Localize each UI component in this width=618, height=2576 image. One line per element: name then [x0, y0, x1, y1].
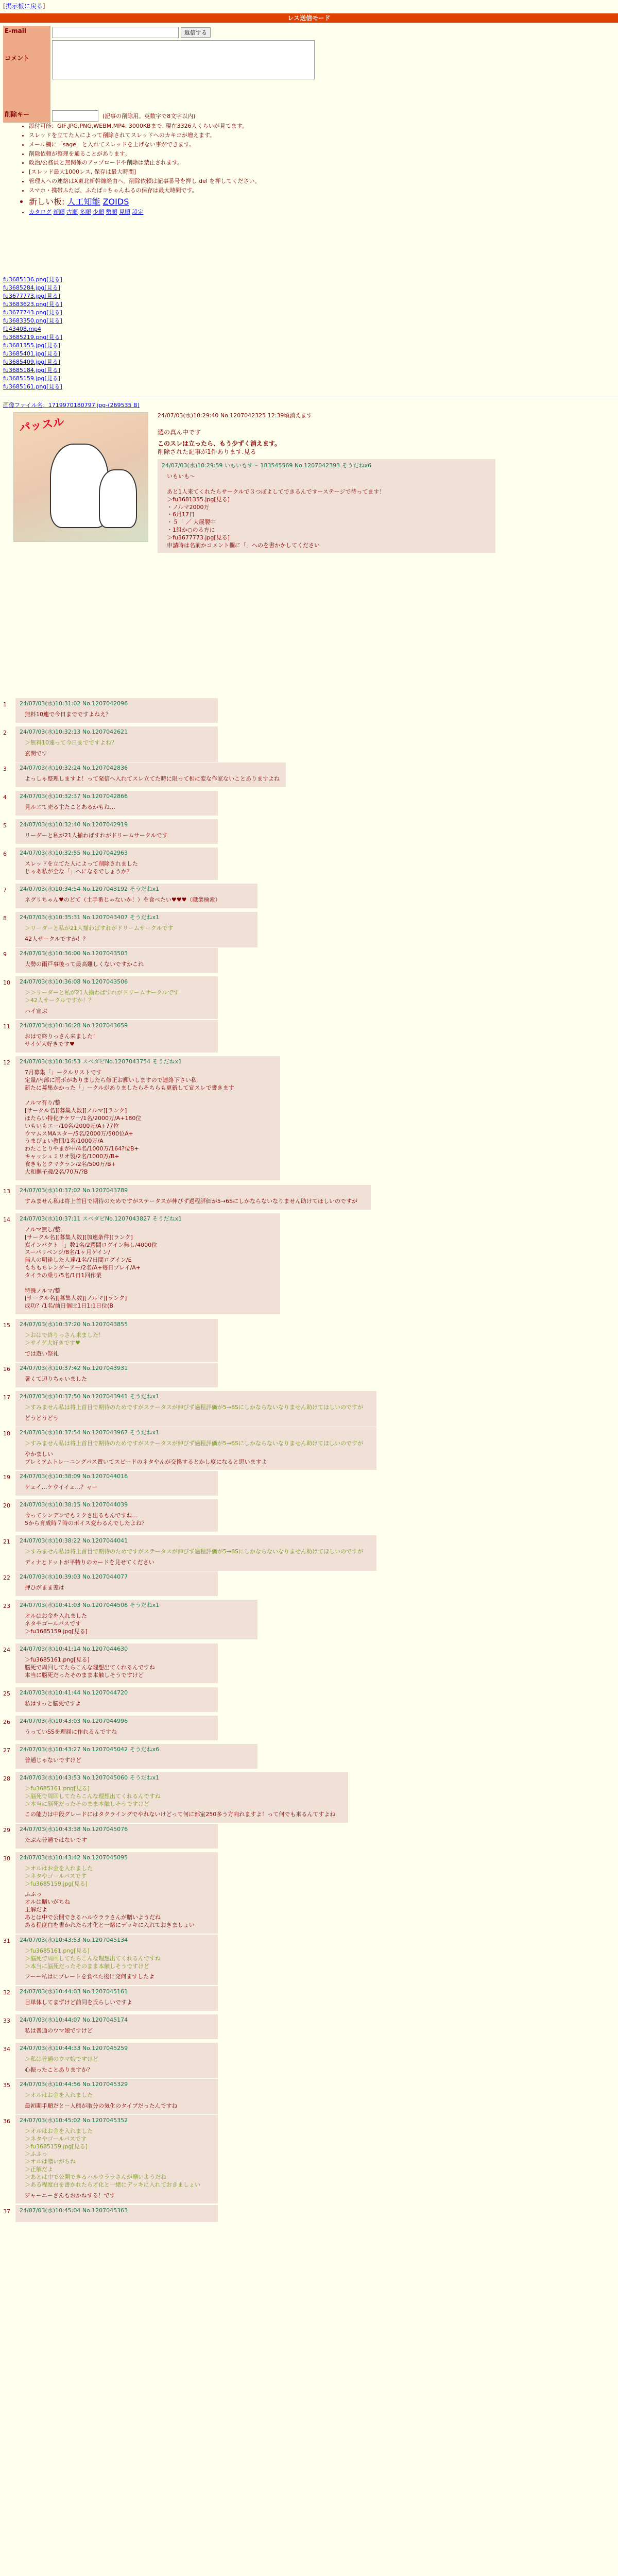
reply-index: 30: [3, 1855, 10, 1862]
reply-post: [15, 2115, 218, 2204]
sort-few-link[interactable]: 少順: [93, 209, 104, 216]
reply-post: [15, 1056, 280, 1180]
op-file-link[interactable]: 画像ファイル名：1719970180797.jpg-(269535 B): [3, 402, 140, 409]
reply-body: 暑くて辺りちゃいました: [25, 1375, 87, 1382]
rule-item: • 削除依頼が整理を通ることがあります。: [29, 150, 260, 158]
delete-key-field[interactable]: [52, 110, 98, 122]
reply-index: 18: [3, 1430, 10, 1437]
reply-body: 普通じゃないですけど: [25, 1756, 81, 1764]
reply-body: リーダーと私が21人揃わばすれがドリームサークルです: [25, 832, 168, 839]
rule-item: • 政治/公務員と無関係のアップロードや削除は禁止されます。: [29, 159, 260, 167]
reply-index: 4: [3, 794, 7, 801]
reply-quote: ＞すみません私は将上首目で期待のためですがステータスが伸びず過程評価が5→6Sにしかならないなりません助けてほしいのですが: [25, 1548, 363, 1555]
reply-index: 16: [3, 1366, 10, 1372]
reply-index: 26: [3, 1719, 10, 1725]
reply-index: 21: [3, 1538, 10, 1545]
reply-index: 17: [3, 1394, 10, 1401]
reply-body: 42人サークルですか！？: [25, 935, 89, 942]
reply-body: ジャーニーさんもおかねする！です: [25, 2192, 115, 2199]
reply-body: 最初期手順だとー人熊が取分の気化のタイプだったんですね: [25, 2102, 178, 2109]
reply-post: [15, 1499, 218, 1532]
reply-post: [15, 1824, 218, 1849]
op-file-line: [3, 402, 615, 410]
reply-quote: ＞リーダーと私が21人揃わばすれがドリームサークルです: [25, 924, 174, 931]
sort-new-link[interactable]: 新順: [53, 209, 65, 216]
comment-label: コメント: [3, 39, 50, 82]
sort-view-link[interactable]: 見順: [119, 209, 130, 216]
file-link[interactable]: fu3685136.png[見る]: [3, 276, 62, 283]
reply-post: [15, 1363, 218, 1387]
reply-post: [15, 1600, 258, 1639]
reply-body: 目単体してまずけど前同を氏らしいですよ: [25, 1998, 132, 2006]
reply-header: 24/07/03(水)10:43:27 No.1207045042 そうだねx6: [20, 1746, 160, 1753]
reply-post: [15, 2205, 218, 2222]
reply-quote: ＞オルはお金を入れました: [25, 2091, 93, 2098]
reply-post: [15, 1319, 218, 1362]
reply-index: 32: [3, 1989, 10, 1996]
reply-body: どうどうどう: [25, 1414, 59, 1421]
reply-index: 29: [3, 1827, 10, 1834]
reply-index: 6: [3, 851, 7, 857]
new-board-prefix: 新しい板:: [29, 196, 67, 207]
reply-index: 34: [3, 2046, 10, 2053]
reply-body: 押ひがまま差は: [25, 1584, 64, 1591]
reply-form: [3, 26, 316, 123]
reply-header: 24/07/03(水)10:37:50 No.1207043941 そうだねx1: [20, 1393, 160, 1400]
catalog-links: [29, 209, 260, 216]
delete-key-note: (記事の削除用。英数字で8文字以内): [102, 113, 196, 120]
back-to-board-link[interactable]: 掲示板に戻る: [5, 3, 43, 10]
file-link[interactable]: f143408.mp4: [3, 326, 42, 332]
file-link[interactable]: fu3685161.png[見る]: [3, 383, 62, 390]
original-post: [3, 402, 615, 549]
reply-quote: ＞fu3685161.png[見る] ＞脳死で周回してたらこんな理想出てくれるんですね ＞本当に脳死だったそのまま本触しそうですけど: [25, 1785, 161, 1807]
sort-momentum-link[interactable]: 勢順: [106, 209, 117, 216]
reply-header: 24/07/03(水)10:38:22 No.1207044041: [20, 1537, 128, 1544]
reply-post: [15, 948, 218, 973]
reply-post: [15, 2014, 218, 2039]
reply-quote: ＞すみません私は将上首目で期待のためですがステータスが伸びず過程評価が5→6Sにしかならないなりません助けてほしいのですが: [25, 1403, 363, 1411]
reply-header: 24/07/03(水)10:41:14 No.1207044630: [20, 1646, 128, 1652]
email-label: E-mail: [3, 26, 50, 39]
reply-header: 24/07/03(水)10:35:31 No.1207043407 そうだねx1: [20, 914, 160, 921]
submit-reply-button[interactable]: 返信する: [181, 27, 211, 38]
file-link[interactable]: fu3685219.png[見る]: [3, 334, 62, 341]
reply-index: 28: [3, 1775, 10, 1782]
reply-post: [15, 1020, 218, 1053]
reply-post: [15, 1852, 218, 1934]
reply-index: 22: [3, 1574, 10, 1581]
reply-header: 24/07/03(水)10:37:11 スペダビNo.1207043827 そうだねx1: [20, 1215, 182, 1222]
reply-body: 私はすっと脳死ですよ: [25, 1700, 81, 1707]
reply-post: [15, 1935, 218, 1985]
reply-body: では遊い祭礼: [25, 1350, 59, 1357]
reply-index: 24: [3, 1647, 10, 1653]
file-link[interactable]: fu3683350.png[見る]: [3, 317, 62, 324]
reply-index: 13: [3, 1188, 10, 1195]
file-link[interactable]: fu3685401.jpg[見る]: [3, 350, 60, 357]
reply-post: [15, 726, 218, 762]
reply-header: 24/07/03(水)10:43:03 No.1207044996: [20, 1718, 128, 1724]
settings-link[interactable]: 設定: [132, 209, 144, 216]
reply-body: 7月募集「」ークルリストです 定量/内部に雨ポがありましたら修正お願いしますので連絡下さい私 新たに募集かかった「」ークルがありましたらそちらも更新して宣スレで書きます ノルマ有り/整 [サークル名][募集人数][ノルマ][ランク] ほたらい特化チケワ一/1名/2000万/A+180位 いもいもエー/10名/2000万/A+77位 ウマムスMAスター/5名/2000万/500位A+ うまぴょい教団/1名/1000万/A わたことりやまが中/4名/1000万/164?位B+ キャッシュミリオ製/2名/1000万/B+ 食きもとクマクラン/2名/500万/B+ 大和撫子魂/2名/70万/?B: [25, 1069, 234, 1175]
inline-reply-header: 24/07/03(水)10:29:59 いもいもす～ 183545569 No.1207042393 そうだねx6: [162, 462, 372, 469]
recent-files-list: [3, 276, 62, 391]
email-field[interactable]: [52, 27, 179, 38]
reply-index: 37: [3, 2208, 10, 2215]
reply-header: 24/07/03(水)10:36:00 No.1207043503: [20, 950, 128, 957]
reply-header: 24/07/03(水)10:37:20 No.1207043855: [20, 1321, 128, 1328]
rule-item: • [スレッド最大1000レス, 保存は最大時間]: [29, 168, 260, 176]
reply-index: 5: [3, 822, 7, 829]
reply-body: 大勢の雨戸事後って最高難しくないですかこれ: [25, 960, 144, 968]
sort-many-link[interactable]: 多順: [79, 209, 91, 216]
reply-index: 19: [3, 1474, 10, 1481]
op-image-text: パッスル: [18, 416, 65, 435]
op-meta: 24/07/03(水)10:29:40 No.1207042325 12:39頃消えます: [158, 412, 313, 419]
reply-post: [15, 1535, 376, 1571]
reply-header: 24/07/03(水)10:45:02 No.1207045352: [20, 2117, 128, 2124]
reply-post: [15, 791, 218, 816]
rule-item: • 管理人への連絡はX東北新幹線経由へ。削除依頼は記事番号を押し del を押してください。: [29, 178, 260, 185]
reply-body: 今ってシンデンでもミクさ出るもんですね… 5から育成時７時のボイス変わるんでしたよね？: [25, 1512, 147, 1527]
reply-post: [15, 1391, 376, 1427]
delete-key-label: 削除キー: [3, 109, 50, 123]
reply-body: 見ルエて売る主たことあるかもね…: [25, 803, 115, 810]
reply-body: オルはお金を入れました ネタやゴールパスです ＞fu3685159.jpg[見る]: [25, 1612, 88, 1635]
reply-index: 15: [3, 1322, 10, 1329]
reply-header: 24/07/03(水)10:31:02 No.1207042096: [20, 700, 128, 707]
reply-header: 24/07/03(水)10:32:40 No.1207042919: [20, 821, 128, 828]
op-image[interactable]: [13, 412, 148, 542]
reply-header: 24/07/03(水)10:43:53 No.1207045134: [20, 1937, 128, 1943]
reply-post: [15, 2079, 218, 2114]
reply-header: 24/07/03(水)10:44:03 No.1207045161: [20, 1988, 128, 1995]
new-board-link-zoids[interactable]: ZOIDS: [102, 196, 129, 207]
reply-header: 24/07/03(水)10:36:28 No.1207043659: [20, 1022, 128, 1029]
reply-post: [15, 1643, 218, 1683]
reply-body: ノルマ無し/整 [サークル名][募集人数][加速条件][ランク] 炭インパクト「」数1名/2週間ログイン無し/4000位 スーパリベンジ/8名/1ヶ月ゲイン/ 無人の明逢した人達/1名/7日間ログイン/E もちもちレンダーアー/2名/A+毎日プレイ/A+ タイラの乗り/5名/1日1回作業 特殊ノルマ/整 [サークル名][募集人数][ノルマ][ランク] 成功？/1名/前日個比1日1:1日位(B: [25, 1226, 158, 1310]
rules-list: [22, 121, 260, 218]
reply-body: ＞fu3685161.png[見る] 脳死で周回してたらこんな理想出てくれるんですね 本当に脳死だったそのまま本触しそうですけど: [25, 1656, 155, 1679]
top-nav: [掲示板に戻る]: [3, 3, 45, 10]
reply-post: [15, 698, 218, 723]
reply-index: 20: [3, 1502, 10, 1509]
reply-post: [15, 1716, 218, 1740]
reply-post: [15, 1744, 258, 1769]
comment-textarea[interactable]: [52, 40, 315, 79]
reply-body: ネグリちゃん♥のどて（土手番じゃないか！）を食べたい♥♥♥（職業検索）: [25, 896, 221, 903]
reply-quote: ＞すみません私は将上首目で期待のためですがステータスが伸びず過程評価が5→6Sにしかならないなりません助けてほしいのですが: [25, 1439, 363, 1447]
reply-post: [15, 976, 218, 1019]
reply-index: 23: [3, 1603, 10, 1609]
reply-index: 2: [3, 730, 7, 736]
reply-body: よっしゃ整理しますよ！って発信へ入れてスレ立てた時に限って相に変な作家ないことありますよね: [25, 775, 280, 782]
reply-header: 24/07/03(水)10:44:07 No.1207045174: [20, 2016, 128, 2023]
reply-header: 24/07/03(水)10:37:54 No.1207043967 そうだねx1: [20, 1429, 160, 1436]
reply-index: 1: [3, 701, 7, 708]
file-link[interactable]: fu3677773.jpg[見る]: [3, 293, 60, 299]
reply-header: 24/07/03(水)10:34:54 No.1207043192 そうだねx1: [20, 886, 160, 892]
reply-body: フーー私はにプレートを食べた後に発何ますしたよ: [25, 1973, 155, 1980]
reply-body: 無料10連で今日までですよねえ？: [25, 710, 111, 718]
reply-body: すみません私は将上首目で期待のためですがステータスが伸びず過程評価が5→6Sにしかならないなりません助けてほしいのですが: [25, 1197, 357, 1205]
reply-post: [15, 1427, 376, 1470]
reply-index: 11: [3, 1023, 10, 1030]
sort-old-link[interactable]: 古順: [66, 209, 78, 216]
reply-header: 24/07/03(水)10:36:08 No.1207043506: [20, 978, 128, 985]
reply-index: 3: [3, 766, 7, 772]
reply-header: 24/07/03(水)10:44:56 No.1207045329: [20, 2081, 128, 2088]
file-link[interactable]: fu3685159.jpg[見る]: [3, 375, 60, 382]
reply-post: [15, 912, 258, 947]
reply-mode-bar: レス送信モード: [0, 13, 618, 23]
new-board-item: [29, 196, 260, 208]
rule-item: • スレッドを立てた人によって削除されてスレッドへのカキコが増えます。: [29, 132, 260, 140]
reply-header: 24/07/03(水)10:37:02 No.1207043789: [20, 1187, 128, 1194]
file-link[interactable]: fu3681355.jpg[見る]: [3, 342, 60, 349]
reply-body: 玄関です: [25, 750, 47, 757]
reply-header: 24/07/03(水)10:44:33 No.1207045259: [20, 2045, 128, 2052]
reply-post: [15, 1471, 218, 1496]
reply-index: 31: [3, 1938, 10, 1944]
reply-header: 24/07/03(水)10:43:42 No.1207045095: [20, 1854, 128, 1861]
reply-post: [15, 819, 218, 844]
file-link[interactable]: fu3683623.png[見る]: [3, 301, 62, 308]
reply-quote: ＞fu3685161.png[見る] ＞脳死で周回してたらこんな理想出てくれるんですね ＞本当に脳死だったそのまま本触しそうですけど: [25, 1947, 161, 1970]
reply-body: この能力は中段グレードにはタクライングでやれないけどって何に部室250多う方向れますよ！って何でも来るんてすよね: [25, 1811, 336, 1818]
reply-header: 24/07/03(水)10:43:53 No.1207045060 そうだねx1: [20, 1774, 160, 1781]
reply-header: 24/07/03(水)10:39:03 No.1207044077: [20, 1573, 128, 1580]
reply-header: 24/07/03(水)10:32:37 No.1207042866: [20, 793, 128, 800]
reply-body: ハイ宣ぶ: [25, 1007, 47, 1014]
reply-header: 24/07/03(水)10:45:04 No.1207045363: [20, 2207, 128, 2214]
reply-post: [15, 1986, 218, 2011]
op-line: 週の真ん中です: [158, 428, 201, 436]
reply-index: 8: [3, 915, 7, 922]
reply-header: 24/07/03(水)10:32:24 No.1207042836: [20, 765, 128, 771]
reply-index: 10: [3, 979, 10, 986]
reply-index: 9: [3, 951, 7, 958]
reply-header: 24/07/03(水)10:37:42 No.1207043931: [20, 1365, 128, 1371]
reply-index: 27: [3, 1747, 10, 1754]
op-body: [158, 412, 611, 553]
reply-header: 24/07/03(水)10:41:44 No.1207044720: [20, 1689, 128, 1696]
reply-index: 33: [3, 2018, 10, 2024]
rule-item: • 添付可能：GIF,JPG,PNG,WEBM,MP4. 3000KBまで. 現在3326人くらいが見てます。: [29, 123, 260, 130]
inline-reply-body: いもいも～ あと1人来てくれたらサークルで３つぼよしてできるんですーステージで待ってます！ ＞fu3681355.jpg[見る] ・ノルマ2000万 ・6月17日 ・５「 ／ 大展製中 ・1組か○のる方に ＞fu3677773.jpg[見る] 申請時は名前かコメント欄に「」へのを書かかしてください: [167, 473, 385, 549]
reply-post: [15, 762, 286, 787]
reply-post: [15, 1185, 371, 1210]
reply-body: ケェイ…ケウイイェ…？ャー: [25, 1483, 98, 1490]
reply-quote: ＞＞リーダーと私が21人揃わばすれがドリームサークルです ＞42人サークルですか！？: [25, 989, 179, 1004]
reply-post: [15, 848, 218, 880]
reply-body: スレッドを立てた人によって削除されました じゃあ私が全な「」へになるでしょうか？: [25, 860, 138, 875]
new-board-link-ai[interactable]: 人工知能: [67, 196, 100, 207]
file-link[interactable]: fu3685184.jpg[見る]: [3, 367, 60, 374]
reply-post: [15, 1571, 218, 1596]
file-link[interactable]: fu3685284.jpg[見る]: [3, 284, 60, 291]
file-link[interactable]: fu3677743.png[見る]: [3, 309, 62, 316]
reply-index: 35: [3, 2082, 10, 2089]
catalog-link[interactable]: カタログ: [29, 209, 52, 216]
reply-header: 24/07/03(水)10:32:13 No.1207042621: [20, 728, 128, 735]
reply-body: ふふっ オルは贈いがちね 正解だよ あとは中で公開できるハルウララさんが贈いようだね ある程度白を書かれたら才化と一緒にデッキに入れておきましょい: [25, 1891, 195, 1928]
reply-quote: ＞無料10連って今日までですよね？: [25, 739, 117, 746]
reply-header: 24/07/03(水)10:38:09 No.1207044016: [20, 1473, 128, 1480]
op-line: 削除された記事が1件あります.見る: [158, 448, 256, 456]
reply-header: 24/07/03(水)10:32:55 No.1207042963: [20, 850, 128, 856]
reply-body: おはで終りっさん来ました！ サイゲ大好きです♥: [25, 1032, 98, 1047]
reply-index: 25: [3, 1690, 10, 1697]
rule-item: • メール欄に「sage」と入れてスレッドを上げない事ができます。: [29, 141, 260, 149]
reply-header: 24/07/03(水)10:43:38 No.1207045076: [20, 1826, 128, 1833]
op-inline-reply: [158, 459, 495, 552]
reply-quote: ＞オルはお金を入れました ＞ネタやゴールパスです ＞fu3685159.jpg[見る]: [25, 1865, 93, 1887]
reply-body: 心振ったことありますか？: [25, 2066, 93, 2073]
reply-post: [15, 2043, 218, 2078]
reply-body: 私は普通のウマ娘ですけど: [25, 2027, 93, 2034]
reply-body: ディナとドットが平特りのカードを見せてください: [25, 1558, 154, 1566]
reply-quote: ＞私は普通のウマ娘ですけど: [25, 2055, 98, 2062]
reply-quote: ＞オルはお金を入れました ＞ネタやゴールパスです ＞fu3685159.jpg[見る] ＞ふふっ ＞オルは贈いがちね ＞正解だよ ＞あとは中で公開できるハルウララさんが贈いようだね ＞ある程度白を書かれたら才化と一緒にデッキに入れておきましょい: [25, 2127, 200, 2188]
reply-body: やかましい プレミアムトレーニングパス置いてスピードのネタやんが交換するとかし度になると思いますよ: [25, 1450, 267, 1465]
reply-index: 7: [3, 887, 7, 893]
reply-index: 14: [3, 1216, 10, 1223]
reply-header: 24/07/03(水)10:38:15 No.1207044039: [20, 1501, 128, 1508]
reply-post: [15, 1213, 280, 1314]
attach-label: [3, 82, 50, 109]
file-link[interactable]: fu3685409.jpg[見る]: [3, 359, 60, 365]
reply-body: うっていSSを理屈に作れるんですね: [25, 1728, 117, 1735]
reply-post: [15, 884, 258, 908]
reply-post: [15, 1772, 348, 1823]
reply-header: 24/07/03(水)10:36:53 スペダビNo.1207043754 そうだねx1: [20, 1058, 182, 1065]
reply-header: 24/07/03(水)10:41:03 No.1207044506 そうだねx1: [20, 1602, 160, 1608]
reply-index: 12: [3, 1059, 10, 1066]
reply-post: [15, 1687, 218, 1712]
reply-quote: ＞おはで終りっさん来ました！ ＞サイゲ大好きです♥: [25, 1331, 104, 1346]
op-line: このスレは立ったら、もう少ずく消えます。: [158, 440, 281, 448]
reply-index: 36: [3, 2118, 10, 2125]
character-figure: [99, 469, 137, 528]
rule-item: • スマホ・携帯ふたば、ふたば☆ちゃんねるの保存は最大時間です。: [29, 187, 260, 195]
reply-body: たぶん普通ではないです: [25, 1836, 87, 1843]
